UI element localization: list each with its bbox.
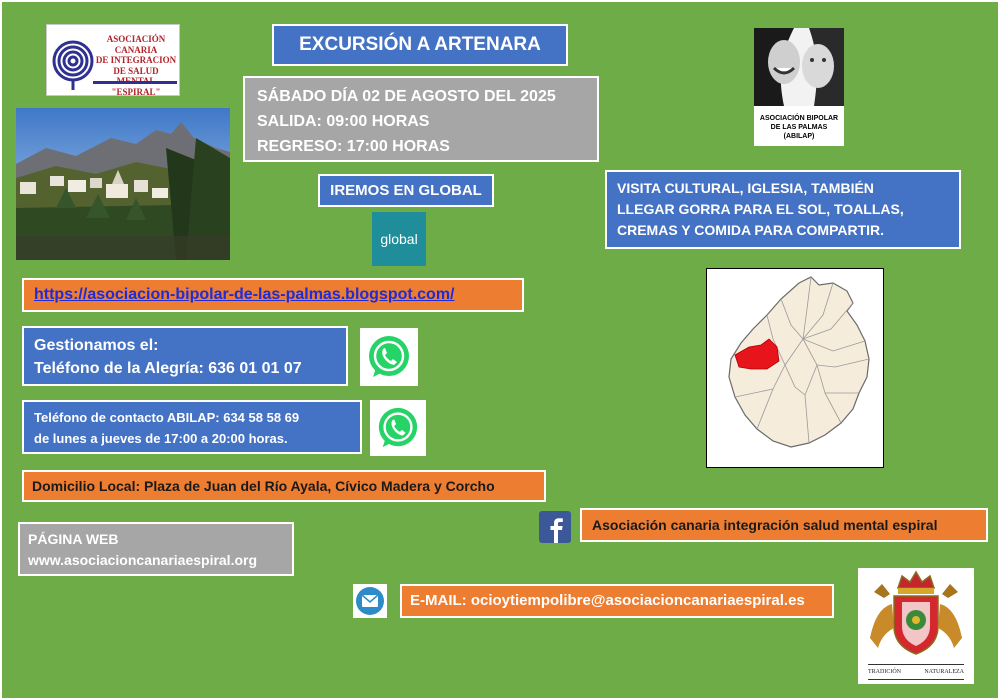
schedule-box xyxy=(243,76,599,162)
abilap-line2: DE LAS PALMAS xyxy=(770,124,828,131)
crest-motto-right: NATURALEZA xyxy=(924,669,964,675)
transport-box xyxy=(318,174,494,207)
coat-of-arms xyxy=(858,568,974,684)
abilap-line1: ASOCIACIÓN BIPOLAR xyxy=(759,115,839,122)
website-url[interactable]: www.asociacioncanariaespiral.org xyxy=(28,552,258,568)
espiral-logo-line3: DE SALUD xyxy=(113,65,159,76)
crest-icon xyxy=(858,568,974,664)
abilap-logo xyxy=(754,28,844,146)
espiral-logo-line2: DE INTEGRACION xyxy=(95,55,177,65)
espiral-logo-line1: ASOCIACIÓN CANARIA xyxy=(106,34,166,55)
phone-alegria-line1: Gestionamos el: xyxy=(34,337,159,354)
phone-abilap-box xyxy=(22,400,362,454)
espiral-logo-line4: "ESPIRAL" xyxy=(111,86,161,97)
blog-link[interactable]: https://asociacion-bipolar-de-las-palmas.blogspot.com/ xyxy=(34,286,455,303)
notes-box xyxy=(605,170,961,249)
facebook-label[interactable]: Asociación canaria integración salud mental espiral xyxy=(592,517,938,533)
transport-label: IREMOS EN GLOBAL xyxy=(330,182,482,199)
crest-motto-left: TRADICIÓN xyxy=(868,669,901,675)
schedule-return: REGRESO: 17:00 HORAS xyxy=(257,138,450,155)
schedule-date: SÁBADO DÍA 02 DE AGOSTO DEL 2025 xyxy=(257,88,556,105)
email-box xyxy=(400,584,834,618)
facebook-icon[interactable] xyxy=(539,511,571,543)
notes-line3: CREMAS Y COMIDA PARA COMPARTIR. xyxy=(617,222,885,238)
spiral-icon xyxy=(51,30,95,92)
global-logo-text: global xyxy=(380,231,418,247)
schedule-departure: SALIDA: 09:00 HORAS xyxy=(257,113,430,130)
phone-alegria-line2: Teléfono de la Alegría: 636 01 01 07 xyxy=(34,360,302,377)
espiral-logo xyxy=(46,24,180,96)
gran-canaria-map xyxy=(706,268,884,468)
website-box xyxy=(18,522,294,576)
notes-line2: LLEGAR GORRA PARA EL SOL, TOALLAS, xyxy=(617,201,904,217)
page-title-text: EXCURSIÓN A ARTENARA xyxy=(299,34,541,55)
blog-link-box xyxy=(22,278,524,312)
email-label: E-MAIL: xyxy=(410,592,467,609)
artenara-photo xyxy=(16,108,230,260)
abilap-line3: (ABILAP) xyxy=(783,133,815,140)
email-address[interactable]: ocioytiempolibre@asociacioncanariaespiral.es xyxy=(470,592,805,609)
whatsapp-icon[interactable] xyxy=(370,400,426,456)
notes-line1: VISITA CULTURAL, IGLESIA, TAMBIÉN xyxy=(617,180,874,196)
whatsapp-icon[interactable] xyxy=(360,328,418,386)
website-label: PÁGINA WEB xyxy=(28,531,119,547)
address-text: Domicilio Local: Plaza de Juan del Río Ayala, Cívico Madera y Corcho xyxy=(32,478,495,494)
phone-abilap-line2: de lunes a jueves de 17:00 a 20:00 horas. xyxy=(34,431,288,446)
page-title xyxy=(272,24,568,66)
poster xyxy=(2,2,998,698)
global-logo xyxy=(372,212,426,266)
facebook-box xyxy=(580,508,988,542)
phone-alegria-box xyxy=(22,326,348,386)
phone-abilap-line1: Teléfono de contacto ABILAP: 634 58 58 69 xyxy=(34,410,300,425)
mail-icon[interactable] xyxy=(353,584,387,618)
address-box xyxy=(22,470,546,502)
abilap-faces-image xyxy=(754,28,844,106)
